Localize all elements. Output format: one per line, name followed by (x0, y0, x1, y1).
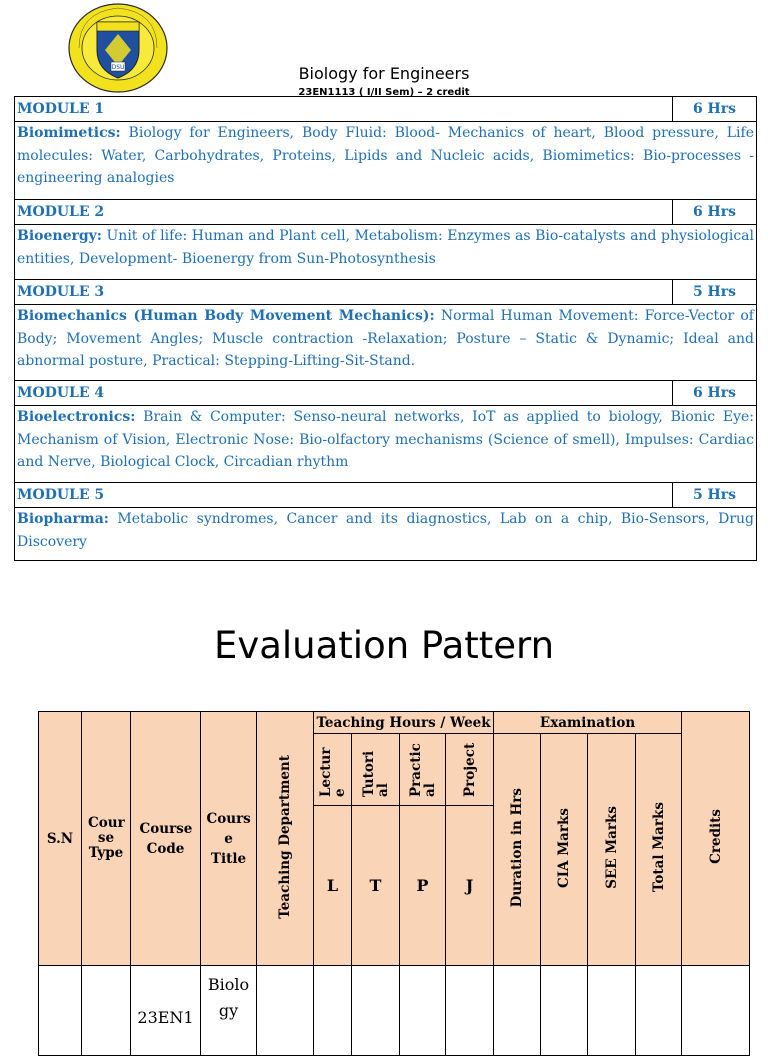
module-topic: Bioenergy: (17, 228, 102, 244)
course-type-cell (82, 966, 131, 1056)
module-heading-row (15, 200, 757, 225)
total-marks-cell (636, 966, 682, 1056)
module-topic: Biopharma: (17, 511, 109, 527)
evaluation-pattern-table (38, 711, 750, 1056)
duration-header: Duration in Hrs (494, 734, 541, 966)
course-title-cell: Biolo gy (201, 966, 257, 1056)
table-row (39, 966, 750, 1056)
module-hours: 5 Hrs (673, 280, 757, 305)
credits-header: Credits (682, 712, 750, 966)
practical-header: Practic al (400, 734, 446, 806)
module-content (15, 406, 757, 483)
course-code-cell: 23EN1 (131, 966, 201, 1056)
tutorial-cell (352, 966, 400, 1056)
module-heading: MODULE 1 (15, 97, 673, 122)
module-content-row (15, 122, 757, 200)
credits-cell (682, 966, 750, 1056)
module-hours: 6 Hrs (673, 200, 757, 225)
teaching-hours-header: Teaching Hours / Week (314, 712, 494, 734)
teaching-department-header: Teaching Department (257, 712, 314, 966)
j-header: J (446, 806, 494, 966)
module-content (15, 225, 757, 280)
sn-header: S.N (39, 712, 82, 966)
see-marks-header: SEE Marks (588, 734, 636, 966)
module-topic: Bioelectronics: (17, 409, 136, 425)
total-marks-header: Total Marks (636, 734, 682, 966)
module-hours: 6 Hrs (673, 381, 757, 406)
sn-cell (39, 966, 82, 1056)
document-title: Biology for Engineers (298, 64, 470, 83)
module-topic: Biomimetics: (17, 125, 121, 141)
tutorial-header: Tutori al (352, 734, 400, 806)
module-text: Brain & Computer: Senso-neural networks, IoT as applied to biology, Bionic Eye: Mechanism of Vision, Electronic Nose: Bio-olfactory mechanisms (Science of smell), Impulses: Cardiac and Nerve, Biological Clock, Circadian rhythm (17, 409, 754, 471)
module-text: Biology for Engineers, Body Fluid: Blood- Mechanics of heart, Blood pressure, Life molecules: Water, Carbohydrates, Proteins, Lipids and Nucleic acids, Biomimetics: Bio-processes - engineering analogies (17, 125, 754, 187)
module-content-row (15, 225, 757, 280)
course-title-header: Cours e Title (201, 712, 257, 966)
course-code-header: Course Code (131, 712, 201, 966)
course-type-header: Cour se Type (82, 712, 131, 966)
module-content (15, 122, 757, 200)
module-topic: Biomechanics (Human Body Movement Mechanics): (17, 308, 435, 324)
t-header: T (352, 806, 400, 966)
examination-header: Examination (494, 712, 682, 734)
course-code-subtitle: 23EN1113 ( I/II Sem) – 2 credit (298, 87, 470, 98)
syllabus-modules-table (14, 96, 757, 561)
project-header: Project (446, 734, 494, 806)
svg-text:DSU: DSU (111, 64, 125, 71)
module-heading-row (15, 483, 757, 508)
module-heading: MODULE 5 (15, 483, 673, 508)
module-heading-row (15, 97, 757, 122)
p-header: P (400, 806, 446, 966)
see-marks-cell (588, 966, 636, 1056)
module-text: Unit of life: Human and Plant cell, Metabolism: Enzymes as Bio-catalysts and physiological entities, Development- Bioenergy from Sun-Photosynthesis (17, 228, 754, 267)
module-content (15, 508, 757, 561)
project-cell (446, 966, 494, 1056)
module-heading: MODULE 4 (15, 381, 673, 406)
cia-marks-cell (541, 966, 588, 1056)
cia-marks-header: CIA Marks (541, 734, 588, 966)
lecture-header: Lectur e (314, 734, 352, 806)
module-heading: MODULE 2 (15, 200, 673, 225)
module-content-row (15, 406, 757, 483)
module-hours: 6 Hrs (673, 97, 757, 122)
module-text: Metabolic syndromes, Cancer and its diagnostics, Lab on a chip, Bio-Sensors, Drug Discovery (17, 511, 754, 550)
module-heading-row (15, 280, 757, 305)
module-heading: MODULE 3 (15, 280, 673, 305)
module-content (15, 305, 757, 381)
module-hours: 5 Hrs (673, 483, 757, 508)
l-header: L (314, 806, 352, 966)
duration-cell (494, 966, 541, 1056)
lecture-cell (314, 966, 352, 1056)
module-content-row (15, 508, 757, 561)
module-heading-row (15, 381, 757, 406)
evaluation-pattern-heading: Evaluation Pattern (213, 624, 555, 667)
teaching-department-cell (257, 966, 314, 1056)
module-text: Normal Human Movement: Force-Vector of Body; Movement Angles; Muscle contraction -Relaxation; Posture – Static & Dynamic; Ideal and abnormal posture, Practical: Stepping-Lifting-Sit-Stand. (17, 308, 754, 370)
module-content-row (15, 305, 757, 381)
practical-cell (400, 966, 446, 1056)
